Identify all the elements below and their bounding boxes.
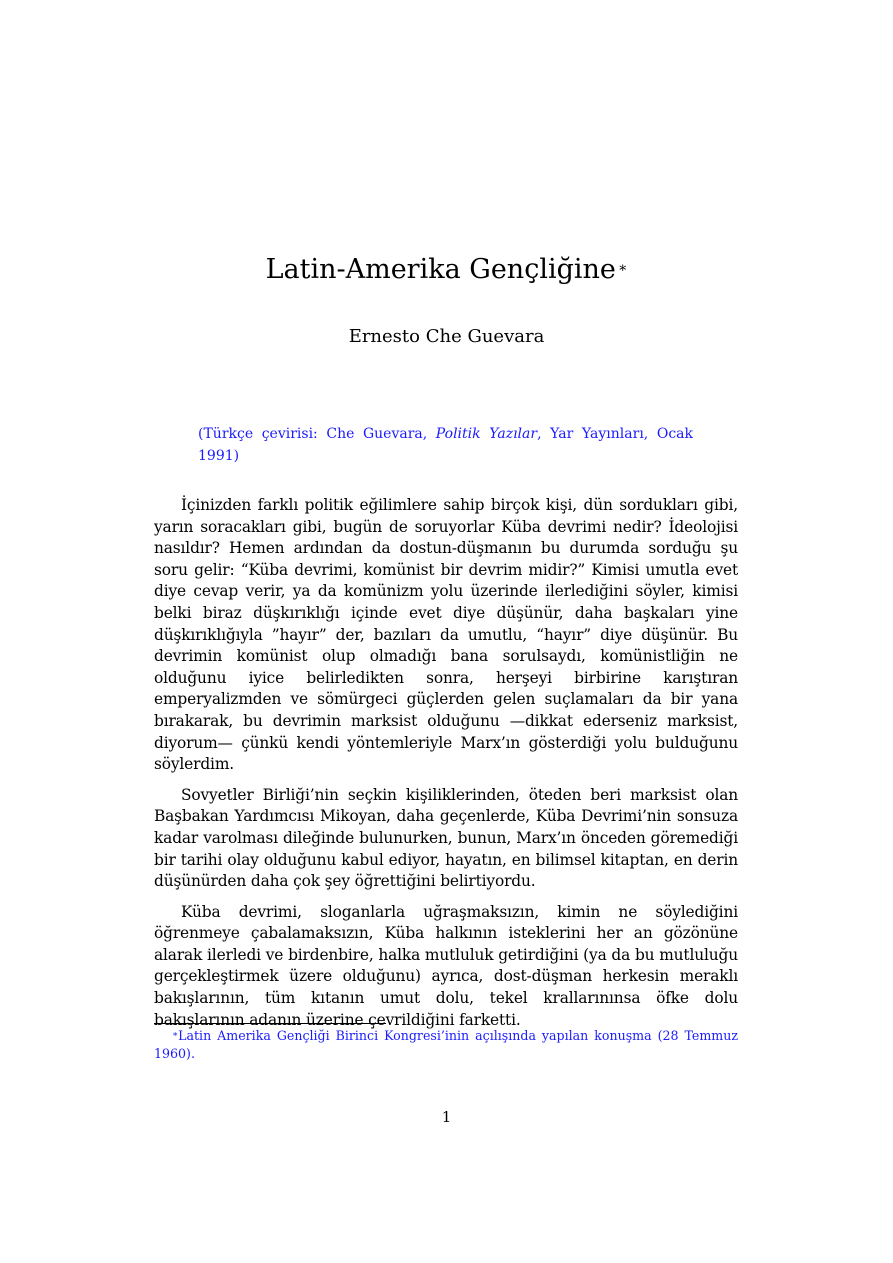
paragraph-2: Sovyetler Birliği’nin seçkin kişiliklerinden, öteden beri marksist olan Başbakan Yardımcısı Mikoyan, daha geçenlerde, Küba Devrimi’nin sonsuza kadar varolması dileğinde bulunurken, bunun, Marx’ın önceden göremediği bir tarihi olay olduğunu kabul ediyor, hayatın, en bilimsel kitaptan, en derin düşünürden daha çok şey öğrettiğini belirtiyordu. (154, 785, 738, 891)
footnote-text: Latin Amerika Gençliği Birinci Kongresi’inin açılışında yapılan konuşma (28 Temmuz 1960). (154, 1028, 738, 1061)
translation-note-suffix: , Yar Yayınları, Ocak 1991) (198, 426, 693, 464)
title-text: Latin-Amerika Gençliğine (265, 254, 616, 285)
document-title (0, 252, 893, 288)
paragraph-3: Küba devrimi, sloganlarla uğraşmaksızın, kimin ne söylediğini öğrenmeye çabalamaksızın, Küba halkının isteklerini her an gözönüne alarak ilerledi ve birdenbire, halka mutluluk getirdiğini (ya da bu mutluluğu gerçekleştirmek üzere olduğunu) ayrıca, dost-düşman herkesin meraklı bakışlarının, tüm kıtanın umut dolu, tekel krallarınınsa öfke dolu bakışlarının adanın üzerine çevrildiğini farketti. (154, 902, 738, 1029)
footnote[interactable] (154, 1027, 738, 1063)
page-number: 1 (441, 1108, 452, 1126)
translation-note[interactable] (198, 423, 693, 467)
footnote-mark: ∗ (172, 1030, 179, 1040)
translation-note-prefix: (Türkçe çevirisi: Che Guevara, (198, 426, 436, 442)
body-text (154, 495, 738, 1040)
footnote-rule (154, 1023, 386, 1024)
document-author: Ernesto Che Guevara (348, 326, 545, 347)
paragraph-1: İçinizden farklı politik eğilimlere sahip birçok kişi, dün sordukları gibi, yarın soracakları gibi, bugün de soruyorlar Küba devrimi nedir? İdeolojisi nasıldır? Hemen ardından da dostun-düşmanın bu durumda sorduğu şu soru gelir: “Küba devrimi, komünist bir devrim midir?” Kimisi umutla evet diye cevap verir, ya da komünizm yolu üzerinde ilerlediğini söyler, kimisi belki biraz düşkırıklığı içinde evet diye düşünür, daha başkaları yine düşkırıklığıyla ”hayır” der, bazıları da umutlu, “hayır” diye düşünür. Bu devrimin komünist olup olmadığı bana sorulsaydı, komünistliğin ne olduğunu iyice belirledikten sonra, herşeyi birbirine karıştıran emperyalizmden ve sömürgeci güçlerden gelen suçlamaları da bir yana bırakarak, bu devrimin marksist olduğunu —dikkat ederseniz marksist, diyorum— çünkü kendi yöntemleriyle Marx’ın gösterdiği yolu bulduğunu söylerdim. (154, 496, 738, 774)
translation-note-book-title: Politik Yazılar (435, 426, 538, 442)
title-footnote-mark[interactable]: ∗ (617, 260, 628, 276)
